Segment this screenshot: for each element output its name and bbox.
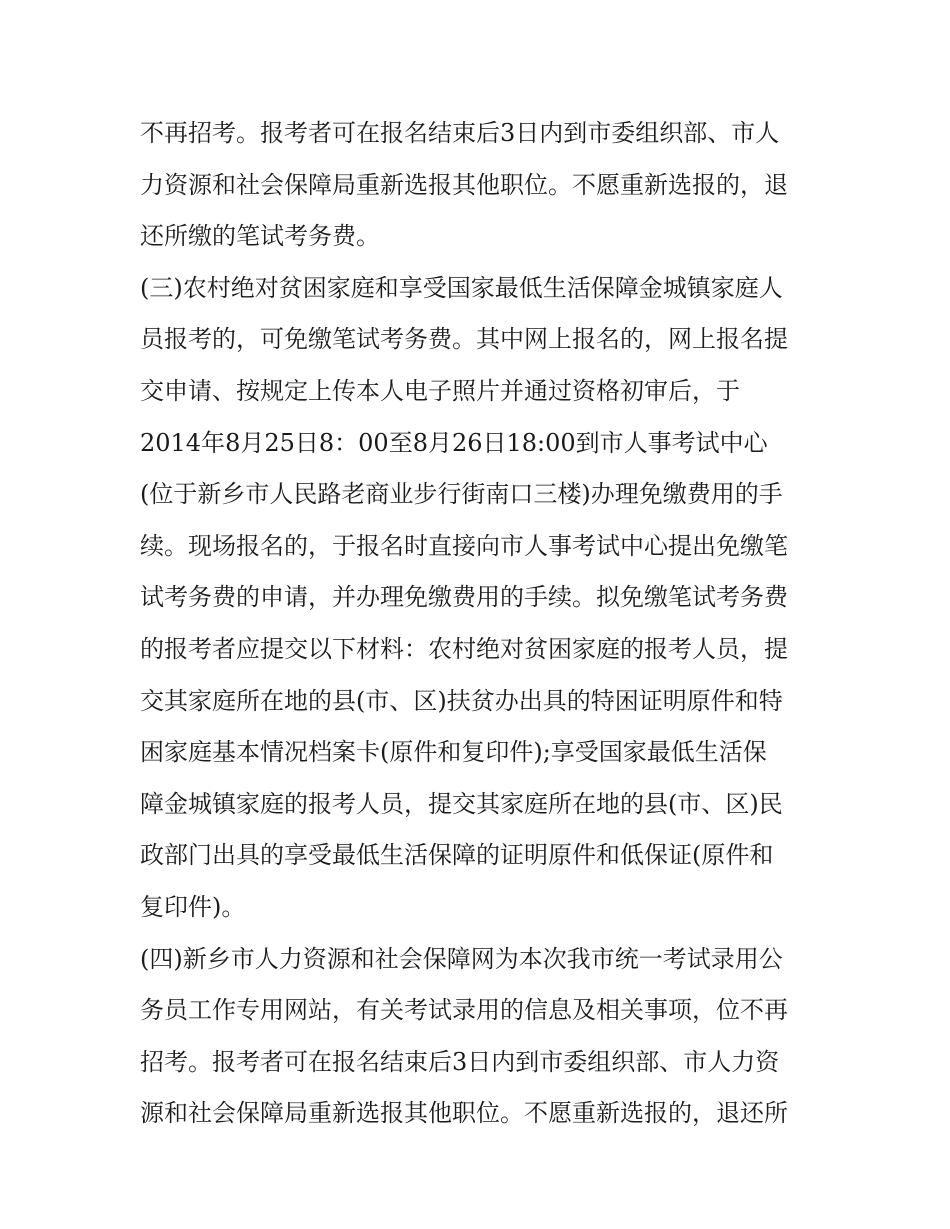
text-line: 务员工作专用网站，有关考试录用的信息及相关事项，位不再 bbox=[140, 996, 788, 1025]
text-line: (三)农村绝对贫困家庭和享受国家最低生活保障金城镇家庭人 bbox=[140, 273, 783, 302]
text-line: 还所缴的笔试考务费。 bbox=[140, 222, 380, 251]
text-line: 政部门出具的享受最低生活保障的证明原件和低保证(原件和 bbox=[140, 841, 774, 870]
text-line: 源和社会保障局重新选报其他职位。不愿重新选报的，退还所 bbox=[140, 1099, 788, 1128]
text-line: (位于新乡市人民路老商业步行街南口三楼)办理免缴费用的手 bbox=[140, 480, 783, 509]
text-line: 不再招考。报考者可在报名结束后3日内到市委组织部、市人 bbox=[140, 119, 780, 147]
text-line: 复印件)。 bbox=[140, 892, 246, 921]
text-line: 员报考的，可免缴笔试考务费。其中网上报名的，网上报名提 bbox=[140, 325, 788, 354]
text-line: 续。现场报名的，于报名时直接向市人事考试中心提出免缴笔 bbox=[140, 531, 788, 560]
text-line: 交申请、按规定上传本人电子照片并通过资格初审后，于 bbox=[140, 376, 740, 405]
text-line: 困家庭基本情况档案卡(原件和复印件);享受国家最低生活保 bbox=[140, 738, 767, 767]
text-line: 交其家庭所在地的县(市、区)扶贫办出具的特困证明原件和特 bbox=[140, 686, 783, 715]
document-body bbox=[140, 108, 820, 1140]
text-line: (四)新乡市人力资源和社会保障网为本次我市统一考试录用公 bbox=[140, 944, 783, 973]
text-line: 障金城镇家庭的报考人员，提交其家庭所在地的县(市、区)民 bbox=[140, 789, 783, 818]
text-line: 的报考者应提交以下材料：农村绝对贫困家庭的报考人员，提 bbox=[140, 634, 788, 663]
text-line: 招考。报考者可在报名结束后3日内到市委组织部、市人力资 bbox=[140, 1047, 780, 1076]
text-line: 试考务费的申请，并办理免缴费用的手续。拟免缴笔试考务费 bbox=[140, 583, 788, 612]
text-line: 力资源和社会保障局重新选报其他职位。不愿重新选报的，退 bbox=[140, 170, 788, 199]
text-line: 2014年8月25日8：00至8月26日18:00到市人事考试中心 bbox=[140, 428, 768, 457]
